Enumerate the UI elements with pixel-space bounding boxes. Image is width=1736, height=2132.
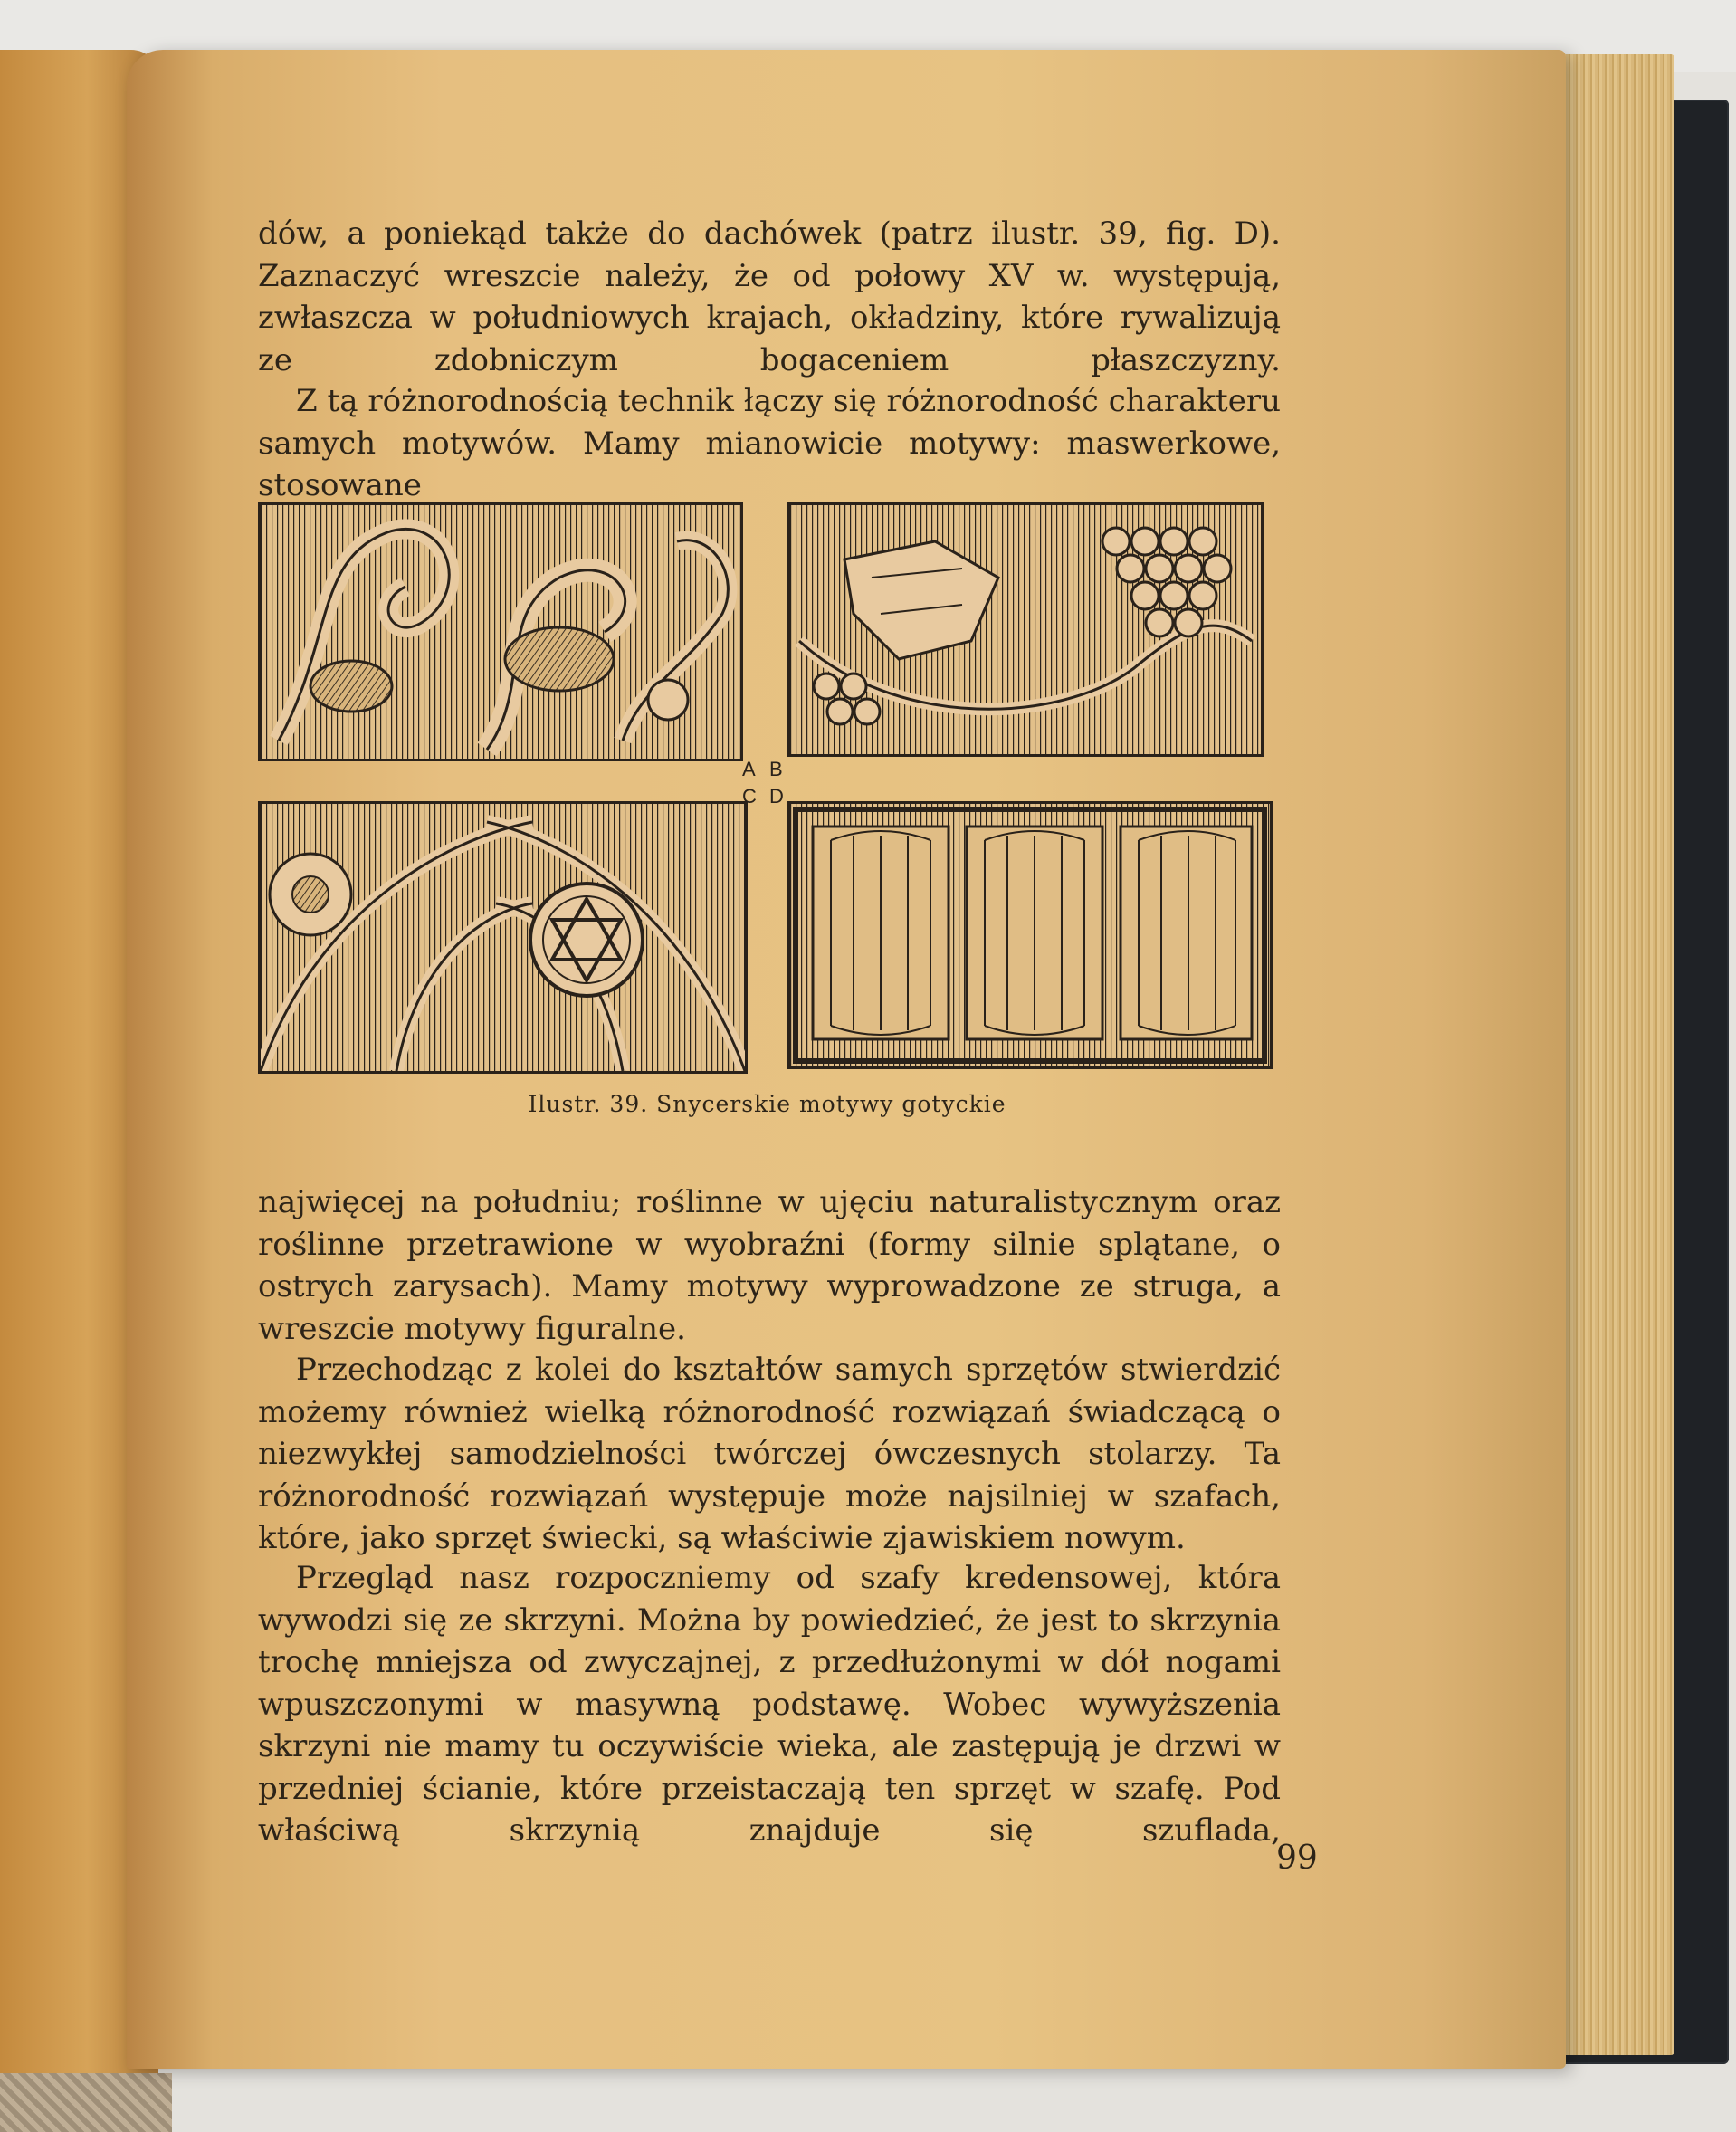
figure-label-d: D — [769, 785, 786, 808]
paragraph-2: Z tą różnorodnością technik łączy się różnorodność charakteru samych motywów. Mamy mianowicie motywy: maswerkowe, stosowane — [258, 383, 1281, 503]
binding-cloth — [0, 2073, 172, 2132]
figure-label-a: A — [742, 758, 758, 780]
page-number: 99 — [1276, 1840, 1318, 1877]
paragraph-3: najwięcej na południu; roślinne w ujęciu naturalistycznym oraz roślinne przetrawione w wyobraźni (formy silnie splątane, o ostrych zarysach). Mamy motywy wyprowadzone ze struga, a wreszcie motywy figuralne. — [258, 1184, 1281, 1347]
figure-panel-a — [258, 502, 743, 761]
figure-label-c: C — [742, 785, 758, 808]
figure-label-b: B — [769, 758, 785, 780]
paragraph-4: Przechodząc z kolei do kształtów samych sprzętów stwierdzić możemy również wielką różnorodność rozwiązań świadczącą o niezwykłej samodzielności twórczej ówczesnych stolarzy. Ta różnorodność rozwiązań występuje może najsilniej w szafach, które, jako sprzęt świecki, są właściwie zjawiskiem nowym. — [258, 1352, 1281, 1556]
paragraph-5: Przegląd nasz rozpoczniemy od szafy kredensowej, która wywodzi się ze skrzyni. Można by powiedzieć, że jest to skrzynia trochę mniejsza od zwyczajnej, z przedłużonymi w dół nogami wpuszczonymi w masywną podstawę. Wobec wywyższenia skrzyni nie mamy tu oczywiście wieka, ale zastępują je drzwi w przedniej ścianie, które przeistaczają ten sprzęt w szafę. Pod właściwą skrzynią znajduje się szuflada, — [258, 1560, 1281, 1849]
figure-caption: Ilustr. 39. Snycerskie motywy gotyckie — [528, 1091, 1006, 1117]
figure-panel-d — [787, 801, 1273, 1069]
paragraph-1: dów, a poniekąd także do dachówek (patrz ilustr. 39, fig. D). Zaznaczyć wreszcie należy, że od połowy XV w. występują, zwłaszcza w południowych krajach, okładziny, które rywalizują ze zdobniczym bogaceniem płaszczyzny. — [258, 215, 1281, 378]
figure-panel-c — [258, 801, 748, 1074]
figure-panel-b — [787, 502, 1264, 757]
figure-illustration-39 — [258, 502, 1276, 1082]
